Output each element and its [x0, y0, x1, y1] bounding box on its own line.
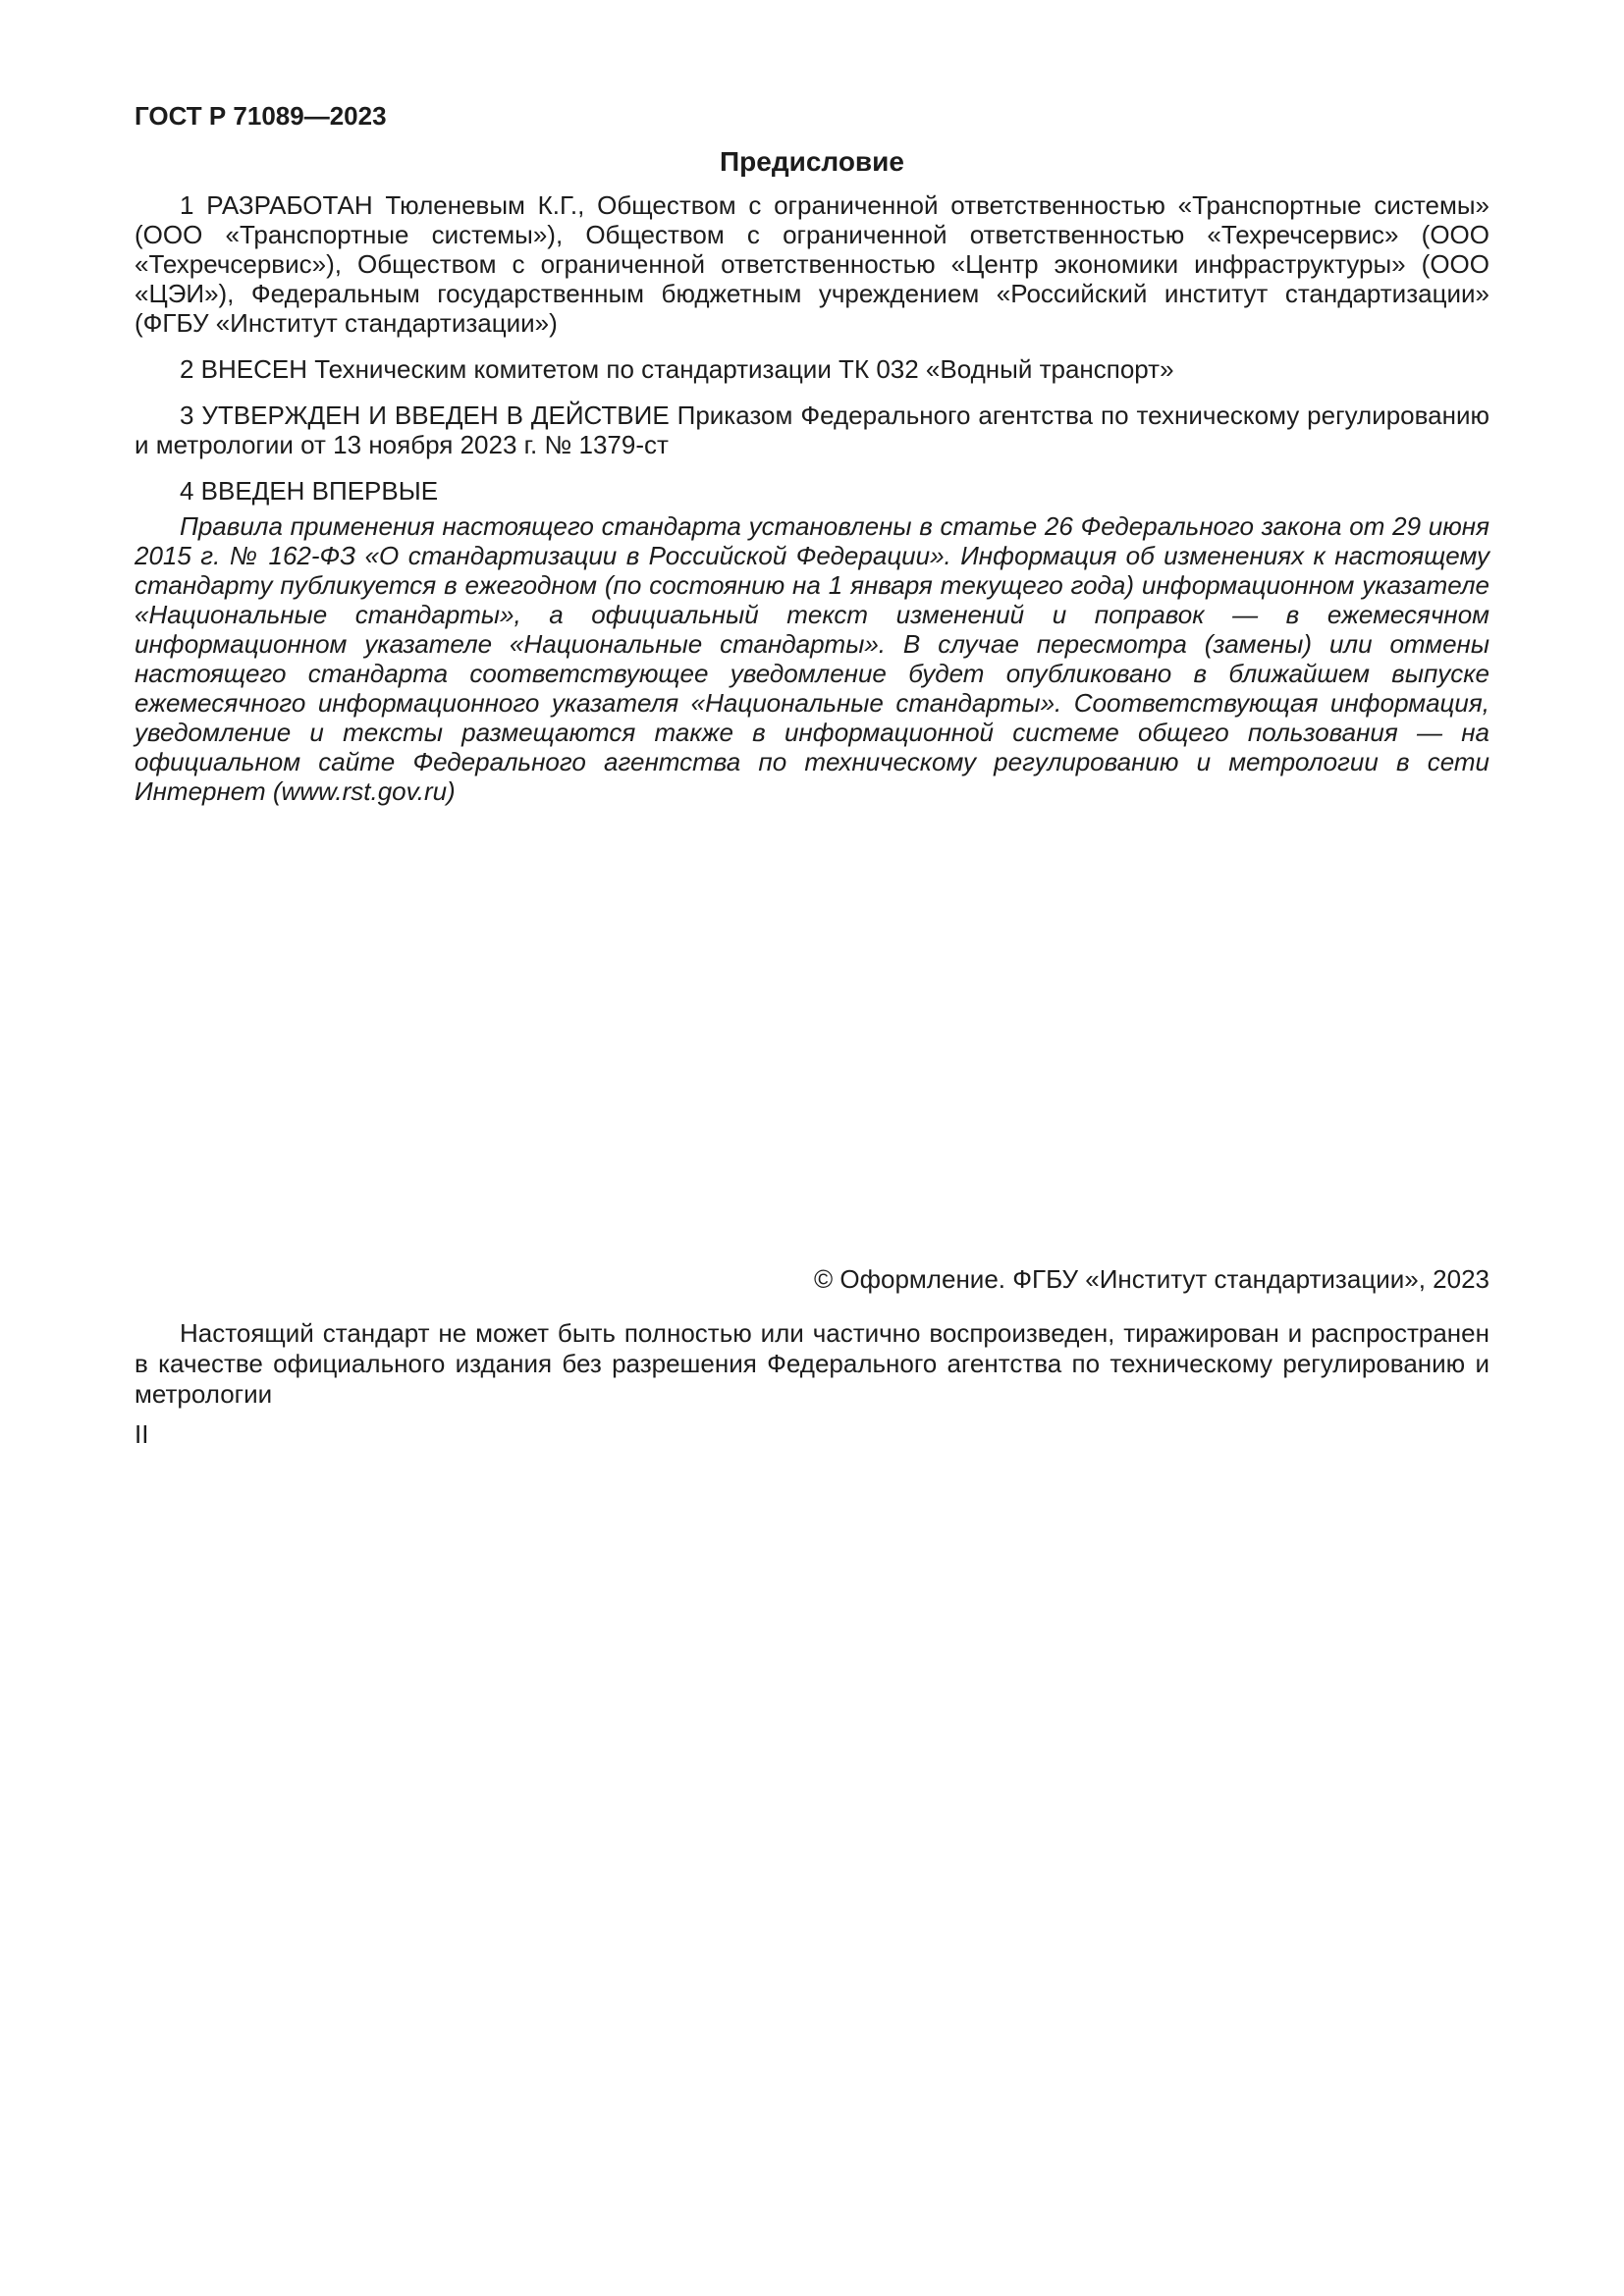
foreword-item-4: 4 ВВЕДЕН ВПЕРВЫЕ — [180, 476, 439, 506]
foreword-item-2: 2 ВНЕСЕН Техническим комитетом по стандартизации ТК 032 «Водный транспорт» — [180, 354, 1174, 384]
foreword-section — [135, 190, 1489, 522]
legal-application-note: Правила применения настоящего стандарта установлены в статье 26 Федерального закона от 29 июня 2015 г. № 162-ФЗ «О стандартизации в Российской Федерации». Информация об изменениях к настоящему стандарту публикуется в ежегодном (по состоянию на 1 января текущего года) информационном указателе «Национальные стандарты», а официальный текст изменений и поправок — в ежемесячном информационном указателе «Национальные стандарты». В случае пересмотра (замены) или отмены настоящего стандарта соответствующее уведомление будет опубликовано в ближайшем выпуске ежемесячного информационного указателя «Национальные стандарты». Соответствующая информация, уведомление и тексты размещаются также в информационной системе общего пользования — на официальном сайте Федерального агентства по техническому регулированию и метрологии в сети Интернет (www.rst.gov.ru) — [135, 511, 1489, 806]
distribution-note: Настоящий стандарт не может быть полностью или частично воспроизведен, тиражирован и распространен в качестве официального издания без разрешения Федерального агентства по техническому регулированию и метрологии — [135, 1318, 1489, 1409]
page-number: II — [135, 1419, 149, 1449]
copyright-line: © Оформление. ФГБУ «Институт стандартизации», 2023 — [814, 1264, 1489, 1294]
page-title: Предисловие — [720, 146, 904, 177]
foreword-item-1: 1 РАЗРАБОТАН Тюленевым К.Г., Обществом с ограниченной ответственностью «Транспортные системы» (ООО «Транспортные системы»), Обществом с ограниченной ответственностью «Техречсервис» (ООО «Техречсервис»), Обществом с ограниченной ответственностью «Центр экономики инфраструктуры» (ООО «ЦЭИ»), Федеральным государственным бюджетным учреждением «Российский институт стандартизации» (ФГБУ «Институт стандартизации») — [135, 190, 1489, 338]
page-footer — [135, 1264, 1489, 1450]
document-code: ГОСТ Р 71089—2023 — [135, 101, 387, 131]
foreword-item-3: 3 УТВЕРЖДЕН И ВВЕДЕН В ДЕЙСТВИЕ Приказом Федерального агентства по техническому регулированию и метрологии от 13 ноября 2023 г. № 1379-ст — [135, 400, 1489, 459]
